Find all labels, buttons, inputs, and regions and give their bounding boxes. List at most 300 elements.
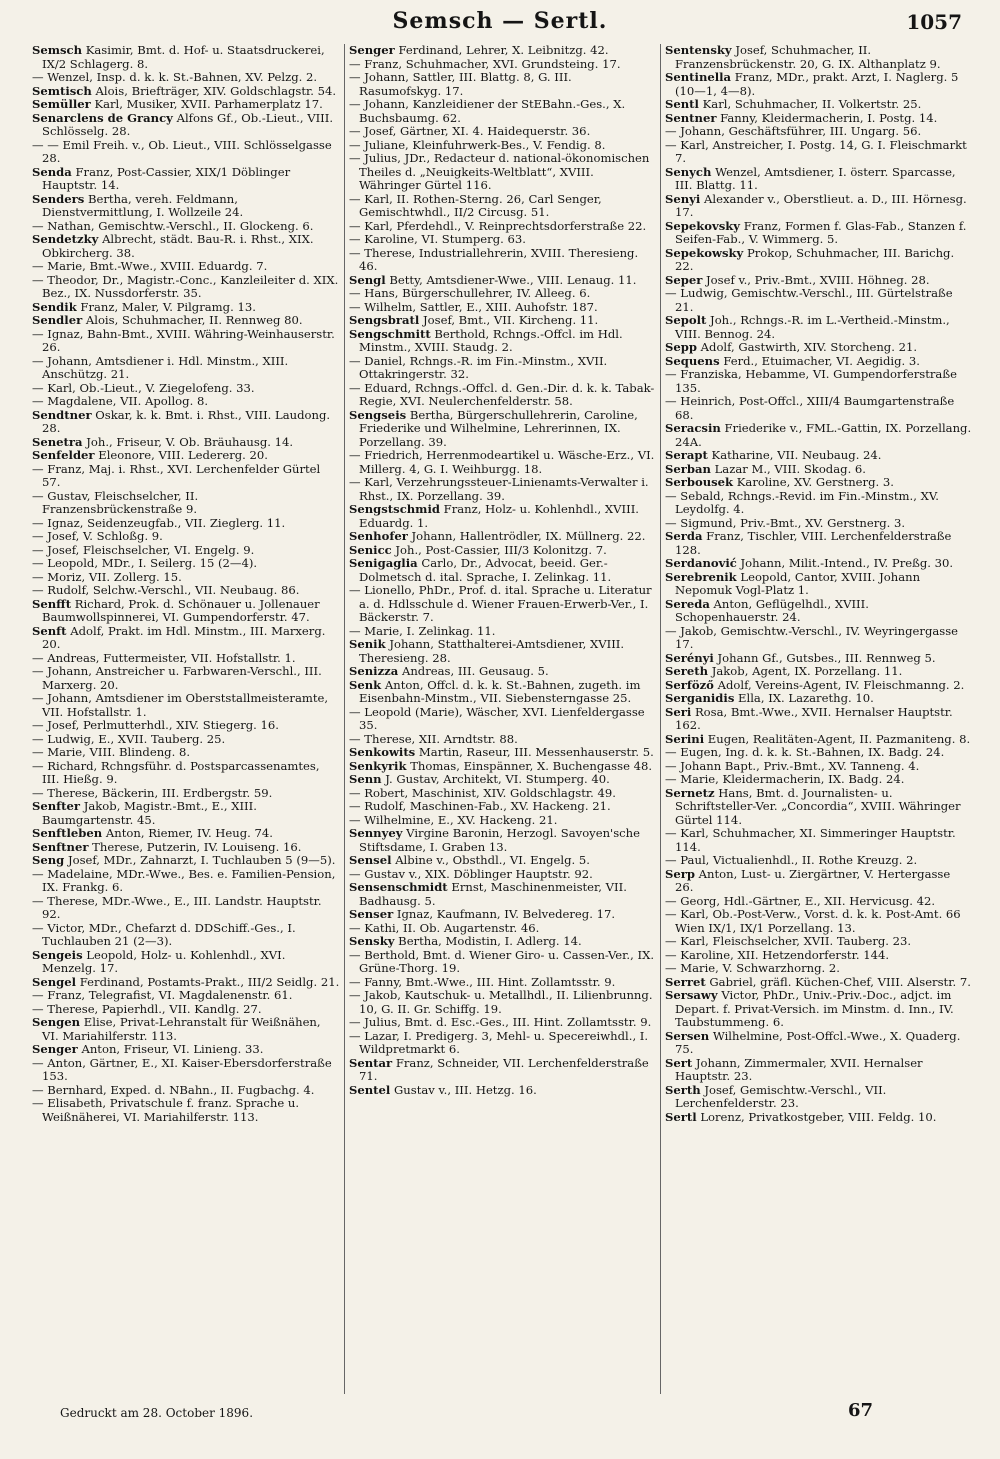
directory-entry [32, 1084, 340, 1098]
directory-entry [349, 503, 656, 530]
directory-entry [349, 287, 656, 301]
entry-details: Jakob, Magistr.-Bmt., E., XIII. Baumgartenstr. 45. [42, 799, 257, 827]
entry-surname: Sengen [32, 1015, 81, 1029]
entry-details: — Robert, Maschinist, XIV. Goldschlagstr. 49. [349, 785, 616, 800]
entry-details: Josef, MDr., Zahnarzt, I. Tuchlauben 5 (9—5). [67, 853, 336, 867]
entry-surname: Sengel [32, 974, 77, 989]
entry-details: Franz, Schneider, VII. Lerchenfelderstraße 71. [359, 1055, 649, 1083]
directory-entry [32, 98, 340, 112]
directory-entry [349, 800, 656, 814]
directory-entry [665, 773, 972, 787]
entry-surname: Sendik [32, 299, 77, 314]
entry-details: — Karl, II. Rothen-Sterng. 26, Carl Senger, Gemischtwhdl., II/2 Circusg. 51. [349, 191, 602, 219]
entry-details: — Fanny, Bmt.-Wwe., III. Hint. Zollamtsstr. 9. [349, 974, 616, 989]
directory-entry [32, 989, 340, 1003]
entry-details: Johann, Hallentrödler, IX. Müllnerg. 22. [411, 529, 646, 543]
print-date: Gedruckt am 28. October 1896. [60, 1406, 254, 1420]
directory-entry [349, 638, 656, 665]
entry-details: Anton, Friseur, VI. Linieng. 33. [81, 1042, 264, 1056]
entry-details: — Elisabeth, Privatschule f. franz. Sprache u. Weißnäherei, VI. Mariahilferstr. 113. [32, 1096, 300, 1124]
entry-details: — Eugen, Ing. d. k. k. St.-Bahnen, IX. Badg. 24. [665, 745, 945, 759]
entry-details: — Johann, Anstreicher u. Farbwaren-Verschl., III. Marxerg. 20. [32, 664, 322, 692]
directory-entry [32, 800, 340, 827]
entry-details: Anton, Offcl. d. k. k. St.-Bahnen, zugeth. im Eisenbahn-Minstm., VII. Siebensterngasse 25. [359, 677, 641, 705]
entry-details: Oskar, k. k. Bmt. i. Rhst., VIII. Laudong. 28. [42, 407, 331, 435]
directory-entry [32, 584, 340, 598]
entry-details: — Eduard, Rchngs.-Offcl. d. Gen.-Dir. d. k. k. Tabak-Regie, XVI. Neulerchenfelderstr. 58. [349, 380, 655, 408]
entry-details: — Magdalene, VII. Apollog. 8. [32, 394, 209, 408]
directory-entry [32, 382, 340, 396]
entry-details: — Daniel, Rchngs.-R. im Fin.-Minstm., XVII. Ottakringerstr. 32. [349, 353, 608, 381]
directory-entry [349, 854, 656, 868]
directory-entry [665, 598, 972, 625]
entry-details: — Leopold, MDr., I. Seilerg. 15 (2—4). [32, 556, 258, 570]
entry-details: — Ignaz, Bahn-Bmt., XVIII. Währing-Weinhauserstr. 26. [32, 326, 335, 354]
entry-details: — Josef, V. Schloßg. 9. [32, 529, 163, 543]
directory-entry [32, 44, 340, 71]
directory-entry [665, 692, 972, 706]
directory-entry [665, 287, 972, 314]
entry-surname: Senizza [349, 664, 399, 678]
entry-surname: Serban [665, 461, 711, 476]
entry-details: Alois, Briefträger, XIV. Goldschlagstr. 54. [95, 83, 337, 98]
directory-entry [665, 125, 972, 139]
entry-surname: Sepekovsky [665, 218, 741, 233]
entry-details: — Johann, Sattler, III. Blattg. 8, G. III. Rasumofskyg. 17. [349, 70, 572, 98]
entry-details: Thomas, Einspänner, X. Buchengasse 48. [410, 758, 653, 773]
entry-surname: Sensel [349, 853, 392, 867]
entry-details: Adolf, Prakt. im Hdl. Minstm., III. Marxerg. 20. [42, 623, 326, 651]
entry-surname: Senfft [32, 596, 72, 611]
entry-surname: Senkyrik [349, 758, 407, 773]
directory-entry [665, 274, 972, 288]
entry-surname: Senicc [349, 542, 392, 557]
directory-entry [665, 652, 972, 666]
directory-entry [665, 989, 972, 1030]
directory-entry [32, 652, 340, 666]
directory-entry [349, 949, 656, 976]
entry-surname: Semüller [32, 97, 91, 111]
directory-entry [665, 1084, 972, 1111]
directory-entry [32, 85, 340, 99]
entry-details: Karoline, XV. Gerstnerg. 3. [736, 475, 894, 489]
directory-column-3 [660, 44, 976, 1394]
entry-details: — Therese, Papierhdl., VII. Kandlg. 27. [32, 1001, 262, 1016]
entry-details: Bertha, vereh. Feldmann, Dienstvermittlung, I. Wollzeile 24. [42, 191, 244, 219]
entry-surname: Sentl [665, 97, 699, 111]
entry-details: — Josef, Gärtner, XI. 4. Haidequerstr. 36. [349, 124, 591, 138]
entry-surname: Serini [665, 731, 705, 746]
directory-entry [349, 98, 656, 125]
entry-details: Franz, MDr., prakt. Arzt, I. Naglerg. 5 (10—1, 4—8). [675, 70, 959, 98]
directory-entry [665, 868, 972, 895]
entry-surname: Senigaglia [349, 556, 418, 570]
entry-surname: Senarclens de Grancy [32, 110, 173, 125]
entry-details: — Andreas, Futtermeister, VII. Hofstallstr. 1. [32, 650, 296, 665]
directory-entry [32, 665, 340, 692]
directory-entry [665, 314, 972, 341]
entry-details: Richard, Prok. d. Schönauer u. Jollenauer Baumwollspinnerei, VI. Gumpendorferstr. 47. [42, 596, 320, 624]
entry-details: — Franziska, Hebamme, VI. Gumpendorferstraße 135. [665, 367, 957, 395]
sheet-number: 67 [848, 1400, 874, 1421]
directory-entry [32, 220, 340, 234]
directory-entry [32, 530, 340, 544]
entry-surname: Sendtner [32, 407, 92, 422]
directory-entry [32, 557, 340, 571]
entry-surname: Senn [349, 772, 382, 786]
entry-details: — Anton, Gärtner, E., XI. Kaiser-Ebersdorferstraße 153. [32, 1055, 332, 1083]
entry-details: — Johann Bapt., Priv.-Bmt., XV. Tanneng. 4. [665, 758, 920, 773]
entry-surname: Seng [32, 853, 65, 867]
directory-entry [32, 598, 340, 625]
entry-details: — Marie, I. Zelinkag. 11. [349, 623, 496, 638]
entry-details: — Moriz, VII. Zollerg. 15. [32, 569, 182, 584]
directory-entry [665, 1030, 972, 1057]
directory-entry [349, 274, 656, 288]
directory-entry [665, 44, 972, 71]
entry-details: — Josef, Fleischselcher, VI. Engelg. 9. [32, 542, 255, 557]
entry-surname: Sepp [665, 340, 697, 354]
page-header [0, 0, 1000, 48]
entry-details: — Hans, Bürgerschullehrer, IV. Alleeg. 6. [349, 286, 591, 300]
entry-surname: Semtisch [32, 83, 92, 98]
directory-entry [349, 1030, 656, 1057]
directory-entry [32, 409, 340, 436]
entry-details: Carlo, Dr., Advocat, beeid. Ger.-Dolmetsch d. ital. Sprache, I. Zelinkag. 11. [359, 556, 612, 584]
entry-details: — Georg, Hdl.-Gärtner, E., XII. Hervicusg. 42. [665, 893, 936, 908]
entry-surname: Serret [665, 974, 706, 989]
entry-details: — Ignaz, Seidenzeugfab., VII. Zieglerg. 11. [32, 515, 286, 530]
entry-details: — Karoline, XII. Hetzendorferstr. 144. [665, 947, 890, 962]
entry-surname: Sentel [349, 1082, 391, 1097]
directory-entry [349, 1016, 656, 1030]
directory-entry [349, 935, 656, 949]
entry-details: — Lazar, I. Predigerg. 3, Mehl- u. Specereiwhdl., I. Wildpretmarkt 6. [349, 1028, 649, 1056]
directory-entry [32, 1003, 340, 1017]
directory-entry [665, 962, 972, 976]
directory-entry [349, 544, 656, 558]
directory-entry [349, 409, 656, 450]
entry-surname: Serényi [665, 650, 714, 665]
entry-details: J. Gustav, Architekt, VI. Stumperg. 40. [385, 772, 610, 786]
entry-details: Johann, Milit.-Intend., IV. Preßg. 30. [740, 556, 954, 570]
entry-details: — Marie, Kleidermacherin, IX. Badg. 24. [665, 772, 905, 786]
entry-details: — Karl, Anstreicher, I. Postg. 14, G. I. Fleischmarkt 7. [665, 137, 967, 165]
entry-surname: Serth [665, 1082, 701, 1097]
page-title: Semsch — Sertl. [392, 8, 608, 34]
directory-entry [665, 463, 972, 477]
directory-entry [665, 449, 972, 463]
directory-entry [32, 112, 340, 139]
entry-surname: Senfter [32, 799, 81, 813]
entry-details: — Jakob, Gemischtw.-Verschl., IV. Weyringergasse 17. [665, 623, 959, 651]
entry-surname: Sentar [349, 1055, 393, 1070]
directory-entry [32, 1016, 340, 1043]
entry-details: Hans, Bmt. d. Journalisten- u. Schriftsteller-Ver. „Concordia“, XVIII. Währinger Gürtel 114. [675, 785, 961, 827]
entry-details: Ferdinand, Postamts-Prakt., III/2 Seidlg. 21. [79, 974, 340, 989]
entry-details: Joh., Post-Cassier, III/3 Kolonitzg. 7. [395, 542, 607, 557]
entry-details: — Sigmund, Priv.-Bmt., XV. Gerstnerg. 3. [665, 515, 906, 530]
entry-details: Josef, Gemischtw.-Verschl., VII. Lerchenfelderstr. 23. [675, 1082, 887, 1110]
entry-details: Joh., Rchngs.-R. im L.-Vertheid.-Minstm., VIII. Bennog. 24. [675, 313, 950, 341]
entry-surname: Sengl [349, 272, 386, 287]
entry-details: — Jakob, Kautschuk- u. Metallhdl., II. Lilienbrunng. 10, G. II. Gr. Schiffg. 19. [349, 988, 653, 1016]
directory-entry [349, 787, 656, 801]
entry-surname: Serdanović [665, 556, 737, 570]
directory-entry [32, 787, 340, 801]
entry-details: Karl, Musiker, XVII. Parhamerplatz 17. [94, 97, 323, 111]
entry-surname: Senger [32, 1042, 78, 1056]
entry-details: — Johann, Geschäftsführer, III. Ungarg. 56. [665, 124, 922, 138]
entry-details: — Julius, JDr., Redacteur d. national-ökonomischen Theiles d. „Neuigkeits-Weltblatt“, XVIII. Währinger Gürtel 116. [349, 151, 650, 192]
entry-details: — Ludwig, E., XVII. Tauberg. 25. [32, 731, 226, 746]
entry-details: — Therese, Bäckerin, III. Erdbergstr. 59. [32, 785, 273, 800]
entry-surname: Seri [665, 704, 692, 719]
directory-entry [665, 193, 972, 220]
entry-surname: Sensky [349, 934, 395, 948]
entry-details: — Kathi, II. Ob. Augartenstr. 46. [349, 920, 540, 935]
entry-details: Betty, Amtsdiener-Wwe., VIII. Lenaug. 11. [389, 272, 637, 287]
directory-entry [349, 908, 656, 922]
directory-entry [349, 1084, 656, 1098]
directory-entry [665, 341, 972, 355]
entry-details: — Franz, Telegrafist, VI. Magdalenenstr. 61. [32, 988, 293, 1002]
directory-entry [665, 368, 972, 395]
entry-details: — Karl, Pferdehdl., V. Reinprechtsdorferstraße 22. [349, 218, 647, 233]
directory-entry [349, 679, 656, 706]
entry-details: Josef, Schuhmacher, II. Franzensbrückenstr. 20, G. IX. Althanplatz 9. [675, 44, 941, 71]
entry-surname: Sersawy [665, 988, 718, 1002]
entry-surname: Senkowits [349, 745, 416, 759]
directory-entry [665, 746, 972, 760]
directory-entry [349, 233, 656, 247]
directory-entry [32, 355, 340, 382]
entry-details: — Nathan, Gemischtw.-Verschl., II. Glockeng. 6. [32, 218, 314, 233]
entry-details: Friederike v., FML.-Gattin, IX. Porzellang. 24A. [675, 421, 972, 449]
entry-details: — Therese, Industriallehrerin, XVIII. Theresieng. 46. [349, 245, 639, 273]
directory-entry [349, 976, 656, 990]
entry-surname: Senyi [665, 191, 701, 206]
directory-entry [32, 301, 340, 315]
entry-surname: Senik [349, 637, 386, 651]
entry-details: — Friedrich, Herrenmodeartikel u. Wäsche-Erz., VI. Millerg. 4, G. I. Weihburgg. 18. [349, 448, 655, 476]
entry-surname: Sereda [665, 596, 710, 611]
directory-entry [665, 949, 972, 963]
entry-surname: Seracsin [665, 421, 721, 435]
entry-details: — Leopold (Marie), Wäscher, XVI. Lienfeldergasse 35. [349, 704, 645, 732]
entry-details: — Bernhard, Exped. d. NBahn., II. Fugbachg. 4. [32, 1082, 315, 1097]
page-number: 1057 [906, 10, 962, 34]
entry-details: Eleonore, VIII. Ledererg. 20. [98, 448, 268, 462]
entry-surname: Senetra [32, 434, 83, 449]
entry-details: Albrecht, städt. Bau-R. i. Rhst., XIX. Obkircherg. 38. [42, 232, 314, 260]
directory-entry [349, 868, 656, 882]
directory-entry [32, 827, 340, 841]
directory-entry [349, 530, 656, 544]
directory-entry [665, 895, 972, 909]
entry-details: Karl, Schuhmacher, II. Volkertstr. 25. [702, 97, 922, 111]
directory-entry [32, 571, 340, 585]
entry-details: Therese, Putzerin, IV. Louiseng. 16. [92, 839, 302, 854]
directory-entry [665, 557, 972, 571]
directory-entry [665, 517, 972, 531]
entry-surname: Sengstschmid [349, 502, 440, 516]
directory-entry [32, 841, 340, 855]
entry-details: Johann Gf., Gutsbes., III. Rennweg 5. [717, 650, 936, 665]
directory-entry [349, 827, 656, 854]
directory-entry [349, 881, 656, 908]
entry-details: — Karoline, VI. Stumperg. 63. [349, 232, 526, 246]
entry-details: Ferdinand, Lehrer, X. Leibnitzg. 42. [398, 44, 609, 57]
directory-entry [349, 584, 656, 625]
directory-entry [349, 706, 656, 733]
entry-surname: Senk [349, 677, 382, 692]
directory-entry [32, 328, 340, 355]
directory-entry [665, 71, 972, 98]
entry-details: — Karl, Ob.-Lieut., V. Ziegelofeng. 33. [32, 380, 255, 395]
directory-entry [665, 908, 972, 935]
entry-surname: Senger [349, 44, 395, 57]
entry-details: Leopold, Holz- u. Kohlenhdl., XVI. Menzelg. 17. [42, 947, 286, 975]
directory-entry [349, 476, 656, 503]
entry-surname: Sengseis [349, 407, 407, 422]
entry-details: — Victor, MDr., Chefarzt d. DDSchiff.-Ges., I. Tuchlauben 21 (2—3). [32, 920, 296, 948]
directory-entry [665, 854, 972, 868]
directory-entry [32, 544, 340, 558]
entry-surname: Sensenschmidt [349, 880, 448, 894]
directory-entry [32, 854, 340, 868]
entry-details: Rosa, Bmt.-Wwe., XVII. Hernalser Hauptstr. 162. [675, 704, 953, 732]
directory-entry [32, 490, 340, 517]
directory-entry [349, 193, 656, 220]
entry-details: Andreas, III. Geusaug. 5. [401, 664, 549, 678]
entry-details: — Julius, Bmt. d. Esc.-Ges., III. Hint. Zollamtsstr. 9. [349, 1015, 652, 1029]
entry-details: — Wenzel, Insp. d. k. k. St.-Bahnen, XV. Pelzg. 2. [32, 70, 318, 84]
entry-details: — Sebald, Rchngs.-Revid. im Fin.-Minstm., XV. Leydolfg. 4. [665, 488, 939, 516]
entry-details: — Ludwig, Gemischtw.-Verschl., III. Gürtelstraße 21. [665, 286, 953, 314]
entry-details: — Josef, Perlmutterhdl., XIV. Stiegerg. 16. [32, 718, 279, 732]
entry-details: — — Emil Freih. v., Ob. Lieut., VIII. Schlösselgasse 28. [32, 137, 332, 165]
entry-details: Johann, Zimmermaler, XVII. Hernalser Hauptstr. 23. [675, 1055, 923, 1083]
directory-entry [32, 193, 340, 220]
entry-details: — Wilhelmine, E., XV. Hackeng. 21. [349, 812, 558, 827]
directory-entry [665, 476, 972, 490]
entry-details: — Marie, VIII. Blindeng. 8. [32, 745, 191, 759]
entry-details: — Heinrich, Post-Offcl., XIII/4 Baumgartenstraße 68. [665, 394, 955, 422]
entry-surname: Sertl [665, 1109, 697, 1124]
entry-surname: Sentinella [665, 70, 732, 84]
entry-surname: Senych [665, 164, 712, 179]
entry-details: — Gustav, Fleischselcher, II. Franzensbrückenstraße 9. [32, 488, 199, 516]
directory-entry [665, 98, 972, 112]
entry-details: Franz, Post-Cassier, XIX/1 Döblinger Hauptstr. 14. [42, 164, 291, 192]
page-footer [0, 1398, 1000, 1438]
directory-entry [665, 139, 972, 166]
entry-details: Adolf, Gastwirth, XIV. Storcheng. 21. [700, 340, 918, 354]
directory-entry [349, 665, 656, 679]
directory-entry [32, 746, 340, 760]
entry-surname: Sequens [665, 353, 720, 368]
entry-details: Franz, Maler, V. Pilgramg. 13. [80, 299, 256, 314]
entry-details: — Gustav v., XIX. Döblinger Hauptstr. 92. [349, 866, 593, 881]
entry-details: Albine v., Obsthdl., VI. Engelg. 5. [395, 853, 590, 867]
entry-surname: Serföző [665, 677, 714, 692]
entry-details: Wilhelmine, Post-Offcl.-Wwe., X. Quaderg. 75. [675, 1028, 961, 1056]
directory-entry [665, 706, 972, 733]
directory-entry [349, 733, 656, 747]
directory-entry [665, 395, 972, 422]
directory-entry [32, 895, 340, 922]
entry-details: — Lionello, PhDr., Prof. d. ital. Sprache u. Literatur a. d. Hdlsschule d. Wiener Frauen-Erwerb-Ver., I. Bäckerstr. 7. [349, 583, 652, 624]
entry-details: Lorenz, Privatkostgeber, VIII. Feldg. 10. [700, 1109, 937, 1124]
entry-surname: Semsch [32, 44, 83, 57]
entry-surname: Sennyey [349, 826, 403, 840]
entry-details: — Paul, Victualienhdl., II. Rothe Kreuzg. 2. [665, 853, 918, 867]
entry-surname: Serapt [665, 448, 708, 462]
entry-surname: Seper [665, 272, 703, 287]
entry-details: Kasimir, Bmt. d. Hof- u. Staatsdruckerei, IX/2 Schlagerg. 8. [42, 44, 325, 71]
directory-entry [32, 1097, 340, 1124]
directory-entry [349, 989, 656, 1016]
directory-entry [349, 355, 656, 382]
entry-details: Elise, Privat-Lehranstalt für Weißnähen, VI. Mariahilferstr. 113. [42, 1015, 321, 1043]
directory-entry [349, 382, 656, 409]
directory-entry [32, 692, 340, 719]
entry-details: Josef, Bmt., VII. Kircheng. 11. [423, 313, 599, 327]
entry-details: Ernst, Maschinenmeister, VII. Badhausg. 5. [359, 880, 627, 908]
directory-entry [32, 733, 340, 747]
directory-column-1 [28, 44, 344, 1394]
directory-columns [28, 44, 976, 1394]
directory-entry [32, 976, 340, 990]
entry-details: — Richard, Rchngsführ. d. Postsparcassenamtes, III. Hießg. 9. [32, 758, 320, 786]
entry-details: — Karl, Verzehrungssteuer-Linienamts-Verwalter i. Rhst., IX. Porzellang. 39. [349, 475, 649, 503]
directory-entry [665, 112, 972, 126]
directory-entry [349, 328, 656, 355]
directory-column-2 [344, 44, 660, 1394]
directory-entry [32, 719, 340, 733]
entry-surname: Senftleben [32, 826, 103, 840]
directory-entry [349, 58, 656, 72]
entry-details: — Juliane, Kleinfuhrwerk-Bes., V. Fendig. 8. [349, 137, 606, 152]
entry-surname: Sereth [665, 664, 709, 678]
entry-details: Joh., Friseur, V. Ob. Bräuhausg. 14. [86, 434, 294, 449]
entry-surname: Senft [32, 623, 67, 638]
directory-entry [32, 949, 340, 976]
entry-details: Gustav v., III. Hetzg. 16. [394, 1082, 537, 1097]
directory-entry [665, 422, 972, 449]
directory-entry [349, 814, 656, 828]
directory-entry [349, 922, 656, 936]
directory-entry [32, 868, 340, 895]
directory-entry [349, 314, 656, 328]
entry-details: — Wilhelm, Sattler, E., XIII. Auhofstr. 187. [349, 299, 598, 314]
entry-details: — Marie, V. Schwarzhorng. 2. [665, 961, 840, 975]
entry-details: Ferd., Etuimacher, VI. Aegidig. 3. [723, 353, 920, 368]
directory-entry [32, 449, 340, 463]
directory-entry [665, 530, 972, 557]
directory-entry [665, 355, 972, 369]
entry-surname: Serganidis [665, 691, 735, 705]
entry-surname: Serebrenik [665, 569, 737, 584]
entry-details: Josef v., Priv.-Bmt., XVIII. Höhneg. 28. [706, 272, 930, 287]
entry-details: — Theodor, Dr., Magistr.-Conc., Kanzleileiter d. XIX. Bez., IX. Nussdorferstr. 35. [32, 272, 339, 300]
entry-details: — Madelaine, MDr.-Wwe., Bes. e. Familien-Pension, IX. Frankg. 6. [32, 866, 336, 894]
entry-details: Adolf, Vereins-Agent, IV. Fleischmanng. 2. [717, 677, 965, 692]
entry-details: — Franz, Maj. i. Rhst., XVI. Lerchenfelder Gürtel 57. [32, 461, 321, 489]
directory-entry [349, 1057, 656, 1084]
directory-entry [349, 125, 656, 139]
